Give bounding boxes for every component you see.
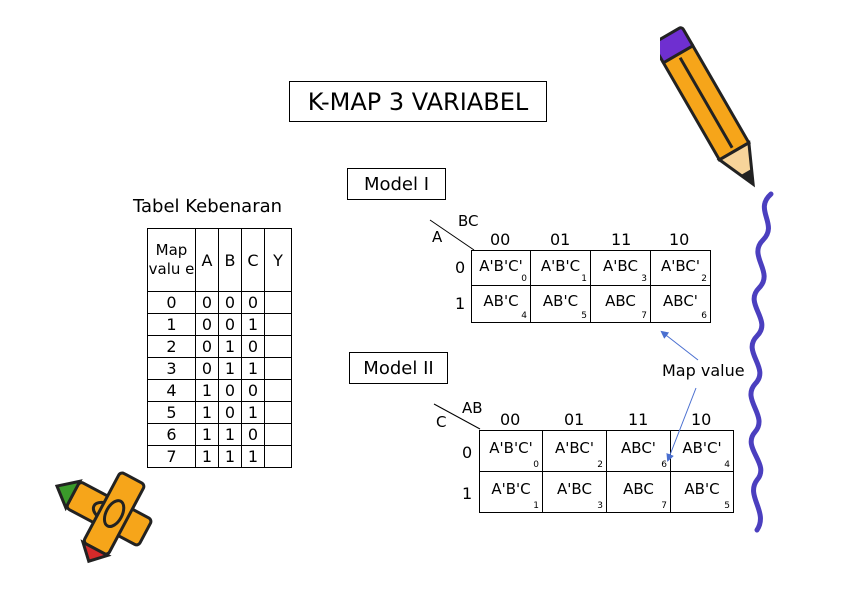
table-cell: 0 — [242, 380, 265, 402]
model-1-col-header: 11 — [611, 230, 632, 249]
kmap-term: ABC' — [663, 292, 698, 310]
kmap-term: AB'C — [483, 292, 519, 310]
model-1-row-var: A — [432, 228, 443, 246]
truth-table-header-mapvalue — [148, 229, 196, 292]
table-cell: 1 — [196, 402, 219, 424]
table-cell: 0 — [219, 314, 242, 336]
table-cell: 4 — [148, 380, 196, 402]
kmap-index: 6 — [661, 460, 667, 470]
model-2-label: Model II — [349, 352, 448, 384]
table-cell — [265, 402, 292, 424]
kmap-cell — [590, 285, 651, 323]
kmap-index: 0 — [533, 460, 539, 470]
table-cell: 0 — [196, 336, 219, 358]
model-1-col-header: 01 — [550, 230, 571, 249]
kmap-term: ABC — [605, 292, 636, 310]
table-cell: 1 — [148, 314, 196, 336]
table-cell: 3 — [148, 358, 196, 380]
kmap-cell — [530, 285, 591, 323]
model-2-row-header: 1 — [462, 484, 473, 503]
table-cell: 1 — [242, 402, 265, 424]
kmap-cell — [650, 250, 711, 286]
kmap-cell — [650, 285, 711, 323]
table-cell — [265, 380, 292, 402]
table-cell: 6 — [148, 424, 196, 446]
kmap-cell — [471, 250, 531, 286]
table-row — [148, 292, 292, 314]
model-2-col-header: 10 — [691, 410, 712, 429]
table-cell — [265, 358, 292, 380]
kmap-index: 4 — [521, 311, 527, 321]
squiggle-decoration — [733, 190, 793, 535]
kmap-cell — [542, 471, 607, 513]
truth-table-header-b: B — [219, 229, 242, 292]
table-cell: 1 — [196, 380, 219, 402]
truth-table — [147, 228, 292, 468]
kmap-index: 3 — [597, 501, 603, 511]
kmap-term: A'B'C' — [479, 257, 523, 275]
table-cell: 0 — [242, 336, 265, 358]
kmap-term: AB'C — [542, 292, 579, 310]
pencil-icon — [660, 18, 770, 200]
table-cell: 1 — [219, 358, 242, 380]
table-cell: 0 — [219, 402, 242, 424]
kmap-term: ABC' — [621, 439, 656, 457]
kmap-cell — [590, 250, 651, 286]
model-2-row-header: 0 — [462, 443, 473, 462]
kmap-term: AB'C' — [682, 439, 722, 457]
kmap-term: A'BC — [557, 480, 592, 498]
kmap-index: 1 — [533, 501, 539, 511]
kmap-cell — [542, 430, 607, 472]
truth-table-header-c: C — [242, 229, 265, 292]
model-1-row-header: 1 — [455, 294, 466, 313]
table-cell: 1 — [219, 446, 242, 468]
kmap-index: 7 — [661, 501, 667, 511]
kmap-index: 4 — [724, 460, 730, 470]
model-2-col-var: AB — [462, 399, 483, 417]
table-cell: 1 — [196, 424, 219, 446]
map-value-label: Map value — [662, 361, 745, 380]
table-cell: 0 — [242, 424, 265, 446]
map-value-arrows — [640, 328, 720, 478]
table-cell: 0 — [196, 292, 219, 314]
table-cell — [265, 446, 292, 468]
model-2-col-header: 00 — [500, 410, 521, 429]
table-row — [148, 358, 292, 380]
kmap-cell — [479, 471, 543, 513]
table-cell: 7 — [148, 446, 196, 468]
table-cell: 2 — [148, 336, 196, 358]
table-row — [148, 424, 292, 446]
kmap-index: 1 — [581, 274, 587, 284]
table-cell — [265, 336, 292, 358]
kmap-term: A'B'C — [540, 257, 581, 275]
table-cell — [265, 424, 292, 446]
kmap-index: 2 — [597, 460, 603, 470]
kmap-index: 6 — [701, 311, 707, 321]
crayons-icon — [54, 458, 176, 568]
table-cell: 1 — [242, 358, 265, 380]
table-row — [148, 402, 292, 424]
model-1-col-header: 10 — [669, 230, 690, 249]
model-1-col-header: 00 — [490, 230, 511, 249]
table-cell: 0 — [219, 292, 242, 314]
table-cell: 1 — [196, 446, 219, 468]
kmap-term: A'B'C' — [489, 439, 533, 457]
table-row — [148, 314, 292, 336]
kmap-term: A'BC' — [660, 257, 700, 275]
kmap-index: 3 — [641, 274, 647, 284]
kmap-term: A'BC — [603, 257, 638, 275]
table-cell: 1 — [219, 424, 242, 446]
table-cell: 1 — [242, 446, 265, 468]
table-cell — [265, 314, 292, 336]
table-cell: 5 — [148, 402, 196, 424]
truth-table-title: Tabel Kebenaran — [133, 196, 283, 217]
mapvalue-header-text: Map valu e — [148, 241, 195, 278]
model-2-col-header: 01 — [564, 410, 585, 429]
kmap-cell — [479, 430, 543, 472]
model-2-row-var: C — [436, 413, 447, 431]
kmap-index: 5 — [724, 501, 730, 511]
table-cell: 0 — [196, 358, 219, 380]
kmap-cell — [471, 285, 531, 323]
truth-table-header-row — [148, 229, 292, 292]
model-1-label: Model I — [347, 168, 446, 200]
table-cell: 1 — [219, 336, 242, 358]
table-cell: 0 — [219, 380, 242, 402]
model-1-col-var: BC — [458, 212, 479, 230]
model-1-row-header: 0 — [455, 258, 466, 277]
truth-table-header-y: Y — [265, 229, 292, 292]
table-cell: 0 — [148, 292, 196, 314]
table-row — [148, 380, 292, 402]
table-cell: 0 — [196, 314, 219, 336]
table-cell: 1 — [242, 314, 265, 336]
table-cell — [265, 292, 292, 314]
kmap-cell — [530, 250, 591, 286]
model-2-col-header: 11 — [628, 410, 649, 429]
kmap-index: 5 — [581, 311, 587, 321]
kmap-index: 7 — [641, 311, 647, 321]
truth-table-header-a: A — [196, 229, 219, 292]
kmap-term: A'BC' — [554, 439, 594, 457]
kmap-term: A'B'C — [491, 480, 531, 498]
kmap-index: 0 — [521, 274, 527, 284]
slide-title: K-MAP 3 VARIABEL — [289, 81, 547, 122]
kmap-index: 2 — [701, 274, 707, 284]
kmap-term: ABC — [623, 480, 654, 498]
table-cell: 0 — [242, 292, 265, 314]
table-row — [148, 336, 292, 358]
kmap-term: AB'C — [684, 480, 720, 498]
